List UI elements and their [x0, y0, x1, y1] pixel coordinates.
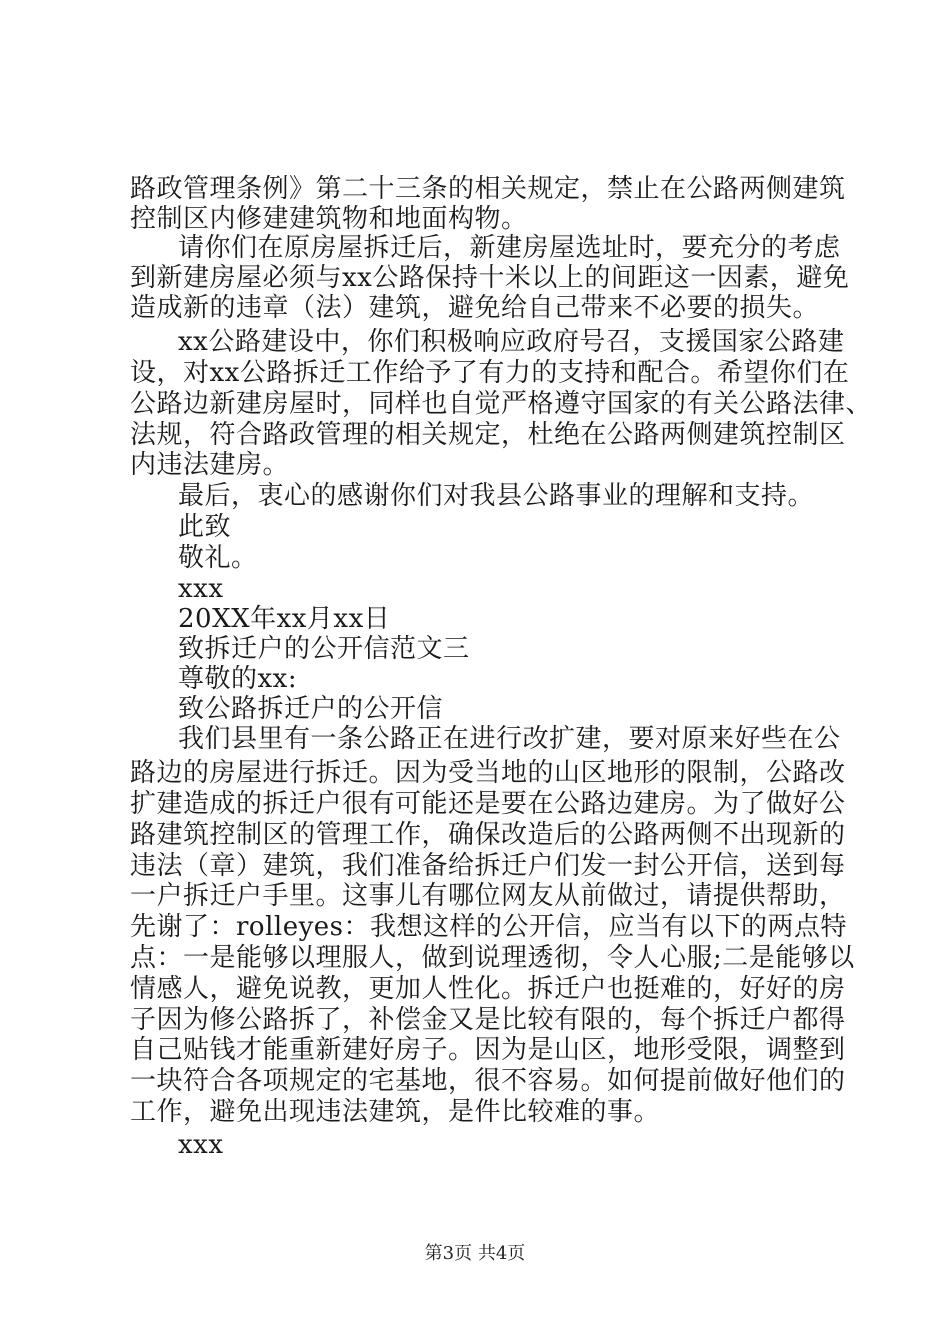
text-line: 控制区内修建建筑物和地面构物。 [130, 204, 528, 234]
text-line: 扩建造成的拆迁户很有可能还是要在公路边建房。为了做好公 [130, 789, 846, 819]
text-line: 法规，符合路政管理的相关规定，杜绝在公路两侧建筑控制区 [130, 420, 846, 450]
text-line: 请你们在原房屋拆迁后，新建房屋选址时，要充分的考虑 [178, 233, 841, 263]
text-line: 一户拆迁户手里。这事儿有哪位网友从前做过，请提供帮助， [130, 881, 846, 911]
date-line: 20XX年xx月xx日 [178, 604, 391, 634]
text-line: 到新建房屋必须与xx公路保持十米以上的间距这一因素，避免 [130, 263, 850, 293]
text-line: 内违法建房。 [130, 450, 290, 480]
text-line: 设，对xx公路拆迁工作给予了有力的支持和配合。希望你们在 [130, 358, 850, 388]
text-line: 情感人，避免说教，更加人性化。拆迁户也挺难的，好好的房 [130, 974, 846, 1004]
letter-title: 致公路拆迁户的公开信 [178, 694, 444, 724]
signature-line: xxx [178, 1130, 224, 1160]
text-line: 公路边新建房屋时，同样也自觉严格遵守国家的有关公路法律、 [130, 389, 873, 419]
text-line: 子因为修公路拆了，补偿金又是比较有限的，每个拆迁户都得 [130, 1005, 846, 1035]
text-line: 工作，避免出现违法建筑，是件比较难的事。 [130, 1097, 661, 1127]
text-line: 路政管理条例》第二十三条的相关规定，禁止在公路两侧建筑 [130, 174, 846, 204]
page-number-footer: 第3页 共4页 [424, 1243, 526, 1264]
text-line: 我们县里有一条公路正在进行改扩建，要对原来好些在公 [178, 724, 841, 754]
text-line: 点：一是能够以理服人，做到说理透彻，令人心服;二是能够以 [130, 943, 855, 973]
salutation-line: 敬礼。 [178, 543, 258, 573]
text-line: 先谢了：rolleyes：我想这样的公开信，应当有以下的两点特 [130, 912, 848, 942]
text-line: 路边的房屋进行拆迁。因为受当地的山区地形的限制，公路改 [130, 758, 846, 788]
text-line: 最后，衷心的感谢你们对我县公路事业的理解和支持。 [178, 481, 815, 511]
text-line: 路建筑控制区的管理工作，确保改造后的公路两侧不出现新的 [130, 820, 846, 850]
section-heading: 致拆迁户的公开信范文三 [178, 634, 470, 664]
signature-line: xxx [178, 574, 224, 604]
text-line: xx公路建设中，你们积极响应政府号召，支援国家公路建 [178, 327, 845, 357]
text-line: 一块符合各项规定的宅基地，很不容易。如何提前做好他们的 [130, 1066, 846, 1096]
text-line: 自己贴钱才能重新建好房子。因为是山区，地形受限，调整到 [130, 1035, 846, 1065]
greeting-line: 尊敬的xx: [178, 664, 298, 694]
text-line: 违法（章）建筑，我们准备给拆迁户们发一封公开信，送到每 [130, 851, 846, 881]
text-line: 造成新的违章（法）建筑，避免给自己带来不必要的损失。 [130, 293, 820, 323]
salutation-line: 此致 [178, 512, 232, 542]
